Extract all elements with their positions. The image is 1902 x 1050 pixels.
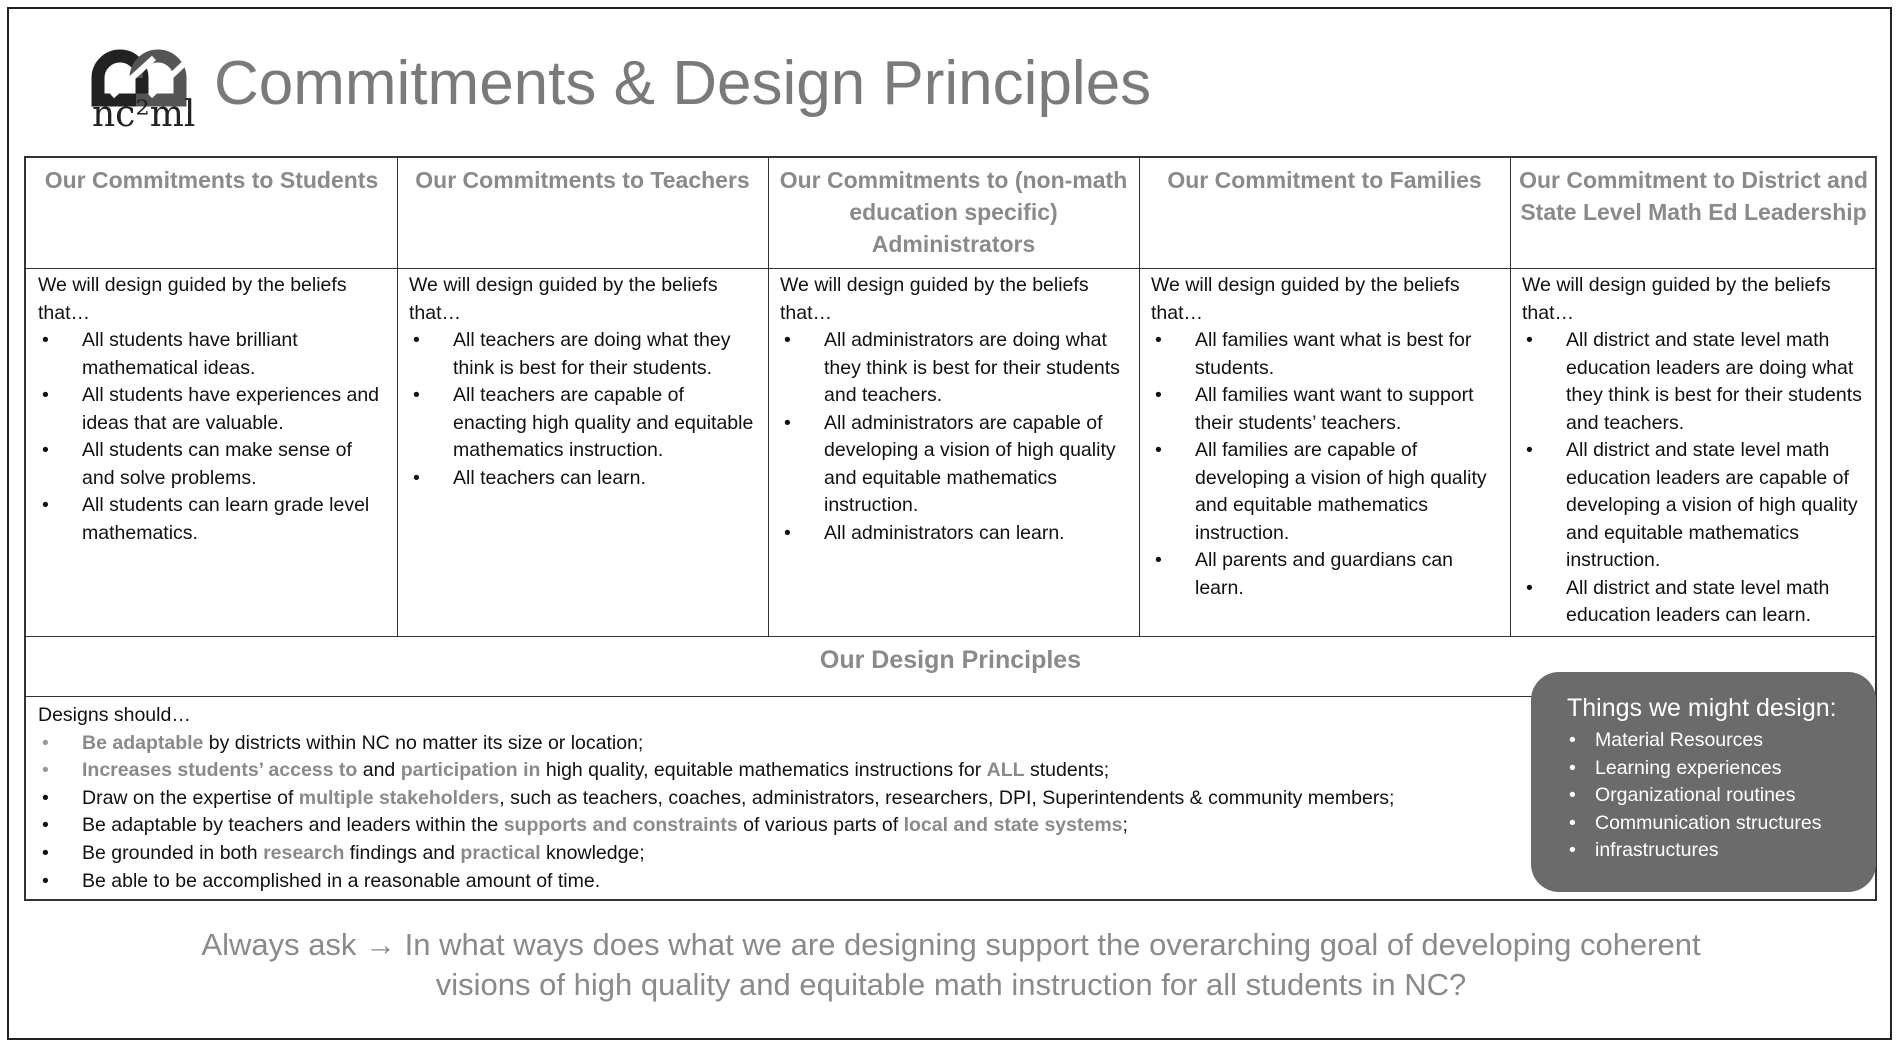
list-item: • Be able to be accomplished in a reasonable amount of time. [38, 868, 1394, 896]
principle-list [38, 730, 1394, 896]
list-item: • All administrators are doing what they think is best for their students and teachers. [780, 327, 1131, 410]
list-item: • All teachers can learn. [409, 465, 760, 493]
column-heading-families: Our Commitment to Families [1167, 167, 1482, 193]
list-item: • Organizational routines [1567, 782, 1858, 810]
belief-list [780, 327, 1131, 547]
list-item: • All teachers are capable of enacting high quality and equitable mathematics instruction. [409, 382, 760, 465]
list-item: • All families want what is best for students. [1151, 327, 1502, 382]
design-principles-intro: Designs should… [38, 704, 191, 726]
always-ask-line-2: visions of high quality and equitable math instruction for all students in NC? [435, 967, 1467, 1002]
page-title: Commitments & Design Principles [214, 49, 1152, 118]
list-item: • Be grounded in both research findings and practical knowledge; [38, 840, 1394, 868]
list-item: • All families want want to support their students’ teachers. [1151, 382, 1502, 437]
logo-text: nc²ml [92, 94, 196, 135]
list-item: • All parents and guardians can learn. [1151, 547, 1502, 602]
column-body-families [1139, 272, 1510, 602]
list-item: • All administrators can learn. [780, 520, 1131, 548]
belief-list [409, 327, 760, 492]
column-body-teachers [397, 272, 768, 492]
column-body-administrators [768, 272, 1139, 547]
list-item: • Be adaptable by districts within NC no matter its size or location; [38, 730, 1394, 758]
row-divider [26, 636, 1875, 637]
column-heading-administrators: Our Commitments to (non-math education specific) Administrators [779, 167, 1128, 257]
row-divider [26, 268, 1875, 269]
list-item: • All families are capable of developing a vision of high quality and equitable mathematics instruction. [1151, 437, 1502, 547]
column-intro: We will design guided by the beliefs that… [1522, 274, 1831, 324]
list-item: • All district and state level math education leaders can learn. [1522, 575, 1869, 630]
things-we-might-design-box [1531, 672, 1876, 892]
list-item: • infrastructures [1567, 837, 1858, 865]
belief-list [38, 327, 389, 547]
column-body-students [26, 272, 397, 547]
list-item: • All students have experiences and ideas that are valuable. [38, 382, 389, 437]
always-ask-question [0, 925, 1902, 1005]
list-item: • Draw on the expertise of multiple stakeholders, such as teachers, coaches, administrators, researchers, DPI, Superintendents & community members; [38, 785, 1394, 813]
list-item: • All students have brilliant mathematical ideas. [38, 327, 389, 382]
column-heading-students: Our Commitments to Students [44, 167, 379, 193]
belief-list [1522, 327, 1869, 630]
list-item: • All district and state level math education leaders are doing what they think is best for their students and teachers. [1522, 327, 1869, 437]
list-item: • Material Resources [1567, 727, 1858, 755]
list-item: • All students can make sense of and solve problems. [38, 437, 389, 492]
column-heading-teachers: Our Commitments to Teachers [415, 167, 750, 193]
list-item: • Increases students’ access to and participation in high quality, equitable mathematics instructions for ALL students; [38, 757, 1394, 785]
design-principles-body [38, 702, 1394, 895]
column-intro: We will design guided by the beliefs that… [409, 274, 718, 324]
list-item: • All students can learn grade level mathematics. [38, 492, 389, 547]
column-intro: We will design guided by the beliefs that… [1151, 274, 1460, 324]
design-principles-title: Our Design Principles [819, 646, 1082, 674]
always-ask-line-1: Always ask → In what ways does what we are designing support the overarching goal of developing coherent [201, 927, 1701, 962]
design-item-list [1567, 727, 1858, 865]
list-item: • All teachers are doing what they think is best for their students. [409, 327, 760, 382]
box-title: Things we might design: [1567, 694, 1837, 722]
list-item: • All district and state level math education leaders are capable of developing a vision of high quality and equitable mathematics instruction. [1522, 437, 1869, 575]
list-item: • All administrators are capable of developing a vision of high quality and equitable mathematics instruction. [780, 410, 1131, 520]
belief-list [1151, 327, 1502, 602]
column-heading-leadership: Our Commitment to District and State Level Math Ed Leadership [1519, 167, 1868, 225]
list-item: • Learning experiences [1567, 755, 1858, 783]
column-intro: We will design guided by the beliefs that… [38, 274, 347, 324]
list-item: • Be adaptable by teachers and leaders within the supports and constraints of various parts of local and state systems; [38, 812, 1394, 840]
column-body-leadership [1510, 272, 1877, 630]
list-item: • Communication structures [1567, 810, 1858, 838]
column-intro: We will design guided by the beliefs that… [780, 274, 1089, 324]
